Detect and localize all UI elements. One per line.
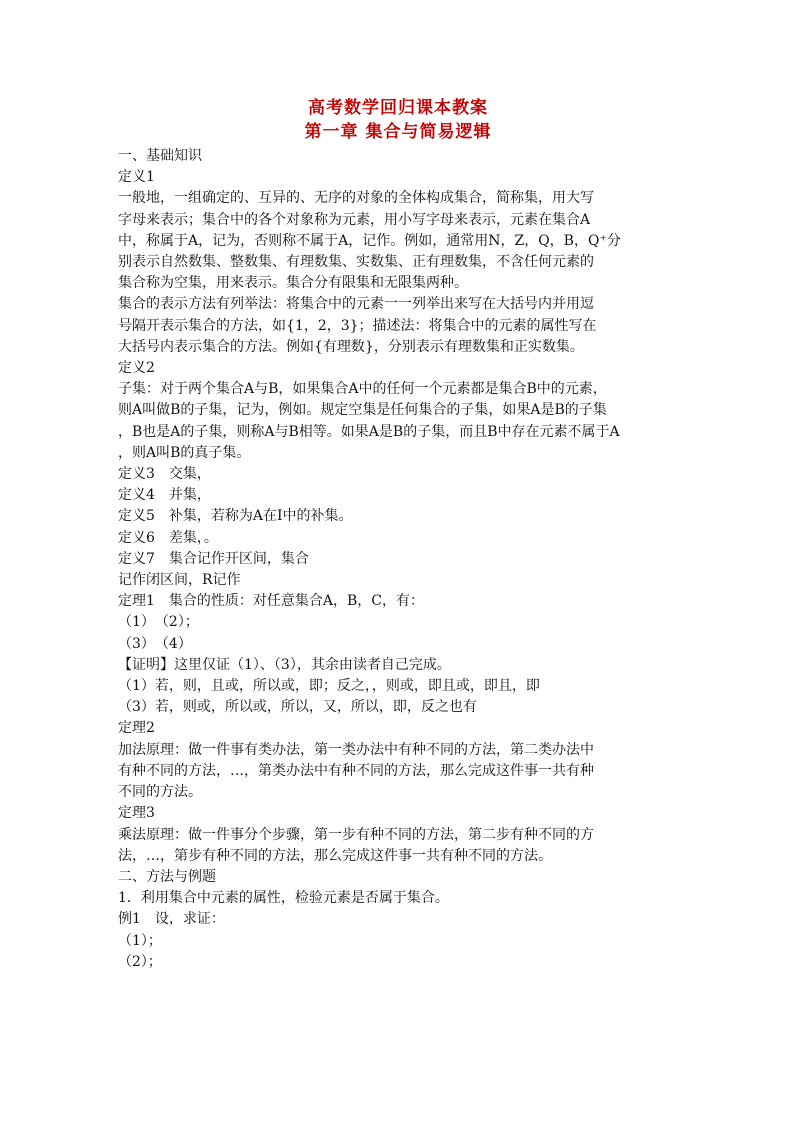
- theorem-heading: 定理2: [118, 720, 155, 737]
- text-line: 中，称属于A，记为，否则称不属于A，记作。例如，通常用N，Z，Q，B，Q⁺分: [118, 232, 621, 249]
- example-line: 例1 设，求证：: [118, 911, 225, 928]
- text-line: （1）若，则，且或，所以或，即；反之，，则或，即且或，即且，即: [118, 678, 540, 695]
- definition-line: 定义3 交集，: [118, 466, 211, 483]
- section-heading: 一、基础知识: [118, 148, 202, 164]
- text-line: 一般地，一组确定的、互异的、无序的对象的全体构成集合，简称集，用大写: [118, 190, 594, 207]
- text-line: （2）；: [118, 953, 162, 970]
- text-line: ，则A叫B的真子集。: [118, 444, 251, 461]
- definition-line: 定义4 并集，: [118, 487, 211, 504]
- text-line: 集合的表示方法有列举法：将集合中的元素一一列举出来写在大括号内并用逗: [118, 296, 594, 313]
- definition-line: 定义5 补集，若称为A在I中的补集。: [118, 508, 353, 525]
- text-line: （3）若，则或，所以或，所以，又，所以，即，反之也有: [118, 699, 477, 716]
- text-line: 则A叫做B的子集，记为，例如。规定空集是任何集合的子集，如果A是B的子集: [118, 402, 607, 419]
- text-line: 不同的方法。: [118, 784, 202, 801]
- text-line: 记作闭区间，R记作: [118, 572, 241, 589]
- text-line: 集合称为空集，用来表示。集合分有限集和无限集两种。: [118, 275, 468, 292]
- text-line: 有种不同的方法，…，第类办法中有种不同的方法，那么完成这件事一共有种: [118, 762, 594, 779]
- theorem-line: 定理1 集合的性质：对任意集合A，B，C，有：: [118, 593, 425, 610]
- text-line: 子集：对于两个集合A与B，如果集合A中的任何一个元素都是集合B中的元素，: [118, 381, 607, 398]
- text-line: （1）；: [118, 932, 162, 949]
- definition-line: 定义7 集合记作开区间，集合: [118, 550, 309, 567]
- text-line: ，B也是A的子集，则称A与B相等。如果A是B的子集，而且B中存在元素不属于A: [118, 423, 620, 440]
- section-heading: 二、方法与例题: [118, 868, 216, 885]
- document-page: [118, 96, 678, 973]
- text-line: 乘法原理：做一件事分个步骤，第一步有种不同的方法，第二步有种不同的方: [118, 826, 594, 843]
- theorem-heading: 定理3: [118, 805, 155, 822]
- definition-heading: 定义1: [118, 169, 155, 186]
- proof-line: 【证明】这里仅证（1）、（3），其余由读者自己完成。: [118, 656, 451, 673]
- text-line: 字母来表示；集合中的各个对象称为元素，用小写字母来表示，元素在集合A: [118, 211, 591, 228]
- text-line: （1） （2）；: [118, 614, 199, 631]
- text-line: 号隔开表示集合的方法，如{1，2，3}；描述法：将集合中的元素的属性写在: [118, 317, 597, 334]
- text-line: 别表示自然数集、整数集、有理数集、实数集、正有理数集，不含任何元素的: [118, 254, 594, 271]
- text-line: 加法原理：做一件事有类办法，第一类办法中有种不同的方法，第二类办法中: [118, 741, 594, 758]
- text-line: 法，…，第步有种不同的方法，那么完成这件事一共有种不同的方法。: [118, 847, 552, 864]
- text-line: 1．利用集合中元素的属性，检验元素是否属于集合。: [118, 890, 449, 907]
- text-line: 大括号内表示集合的方法。例如{有理数}，分别表示有理数集和正实数集。: [118, 338, 584, 355]
- definition-line: 定义6 差集，。: [118, 529, 218, 546]
- document-title: 高考数学回归课本教案: [308, 98, 488, 118]
- text-line: （3） （4）: [118, 635, 192, 652]
- chapter-title: 第一章 集合与简易逻辑: [304, 122, 492, 142]
- definition-heading: 定义2: [118, 360, 155, 377]
